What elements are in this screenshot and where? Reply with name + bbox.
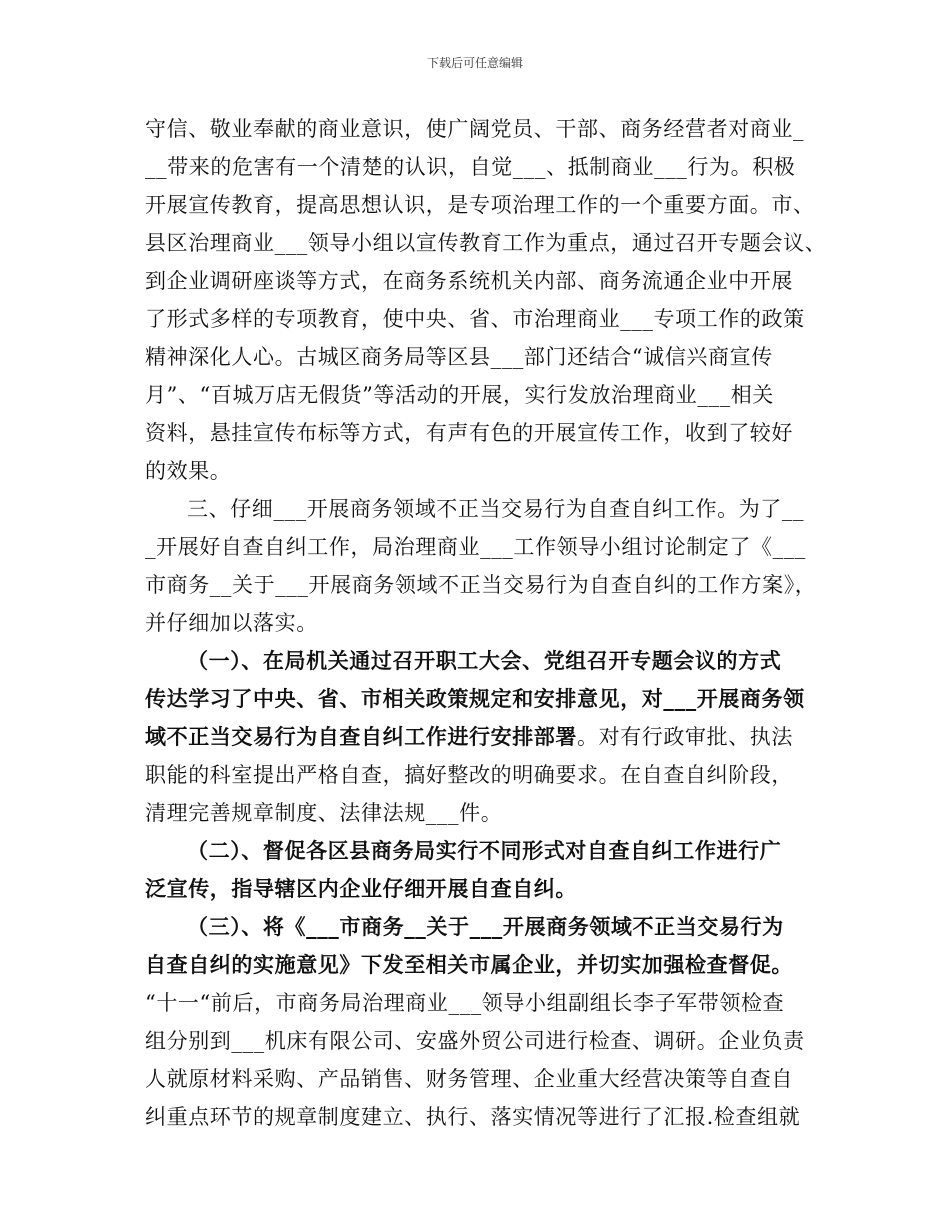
text-line: “十一“前后，市商务局治理商业___领导小组副组长李子军带领检查 bbox=[145, 991, 785, 1015]
page-header: 下载后可任意编辑 bbox=[426, 56, 523, 70]
text-line: 清理完善规章制度、法律法规___件。 bbox=[145, 801, 503, 825]
document-body bbox=[145, 110, 827, 1136]
text-line: _开展好自查自纠工作，局治理商业___工作领导小组讨论制定了《___ bbox=[145, 535, 806, 559]
text-line: 县区治理商业___领导小组以宣传教育工作为重点，通过召开专题会议、 bbox=[145, 231, 827, 255]
text-line: 组分别到___机床有限公司、安盛外贸公司进行检查、调研。企业负责 bbox=[145, 1029, 805, 1053]
text-line: 市商务__关于___开展商务领域不正当交易行为自查自纠的工作方案》， bbox=[145, 573, 817, 597]
text-line: 纠重点环节的规章制度建立、执行、落实情况等进行了汇报.检查组就 bbox=[145, 1105, 801, 1129]
text-line: 传达学习了中央、省、市相关政策规定和安排意见，对___开展商务领 bbox=[145, 686, 805, 711]
text-segment: 域不正当交易行为自查自纠工作进行安排部署 bbox=[145, 724, 577, 749]
text-line: 的效果。 bbox=[145, 459, 232, 483]
text-line: 守信、敬业奉献的商业意识，使广阔党员、干部、商务经营者对商业_ bbox=[145, 117, 805, 141]
text-line: 人就原材料采购、产品销售、财务管理、企业重大经营决策等自查自 bbox=[145, 1067, 793, 1091]
text-line: 三、仔细___开展商务领域不正当交易行为自查自纠工作。为了__ bbox=[187, 497, 805, 521]
text-line: __带来的危害有一个清楚的认识，自觉___、抵制商业___行为。积极 bbox=[145, 155, 796, 179]
text-line: 到企业调研座谈等方式，在商务系统机关内部、商务流通企业中开展 bbox=[145, 269, 793, 293]
text-line: 职能的科室提出严格自查，搞好整改的明确要求。在自查自纠阶段， bbox=[145, 763, 793, 787]
text-segment: 。对有行政审批、执法 bbox=[577, 725, 793, 749]
text-line: 精神深化人心。古城区商务局等区县___部门还结合“诚信兴商宣传 bbox=[145, 345, 773, 369]
text-line: （三）、将《___市商务__关于___开展商务领域不正当交易行为 bbox=[187, 914, 784, 939]
text-line: （一）、在局机关通过召开职工大会、党组召开专题会议的方式 bbox=[187, 648, 782, 673]
text-line: 月”、“百城万店无假货”等活动的开展，实行发放治理商业___相关 bbox=[145, 383, 774, 407]
text-line: （二）、督促各区县商务局实行不同形式对自查自纠工作进行广 bbox=[187, 838, 782, 863]
text-line: 资料，悬挂宣传布标等方式，有声有色的开展宣传工作，收到了较好 bbox=[145, 421, 793, 445]
text-line: 自查自纠的实施意见》下发至相关市属企业，并切实加强检查督促。 bbox=[145, 952, 793, 977]
text-line: 并仔细加以落实。 bbox=[145, 611, 318, 635]
text-line: 开展宣传教育，提高思想认识，是专项治理工作的一个重要方面。市、 bbox=[145, 193, 815, 217]
text-line: 了形式多样的专项教育，使中央、省、市治理商业___专项工作的政策 bbox=[145, 307, 805, 331]
text-line bbox=[145, 718, 815, 756]
text-line: 泛宣传，指导辖区内企业仔细开展自查自纠。 bbox=[145, 876, 577, 901]
